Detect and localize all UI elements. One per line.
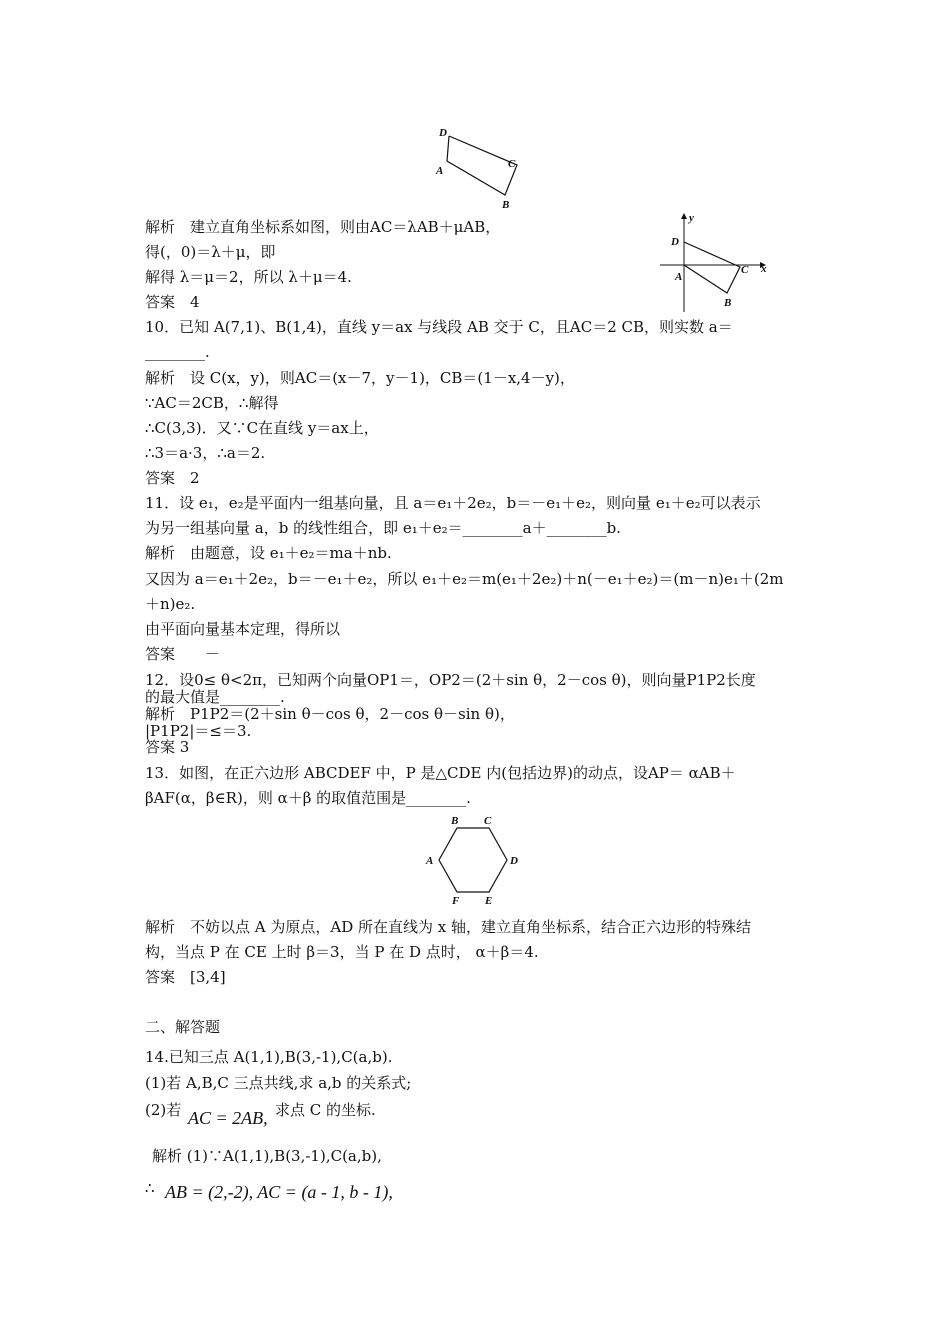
axis-label-y: y: [689, 212, 694, 224]
quadrilateral-figure: [430, 125, 530, 210]
question-12-line2: 的最大值是________.: [145, 688, 285, 706]
hexagon-figure: [420, 812, 530, 907]
solution-14: 解析 (1)∵A(1,1),B(3,-1),C(a,b),: [152, 1147, 382, 1165]
solution-11: 解析 由题意，设 e₁＋e₂＝ma＋nb.: [145, 544, 392, 562]
solution-10-line2: ∵AC＝2CB，∴解得: [145, 394, 279, 412]
solution-10-line3: ∴C(3,3)．又∵C在直线 y＝ax上，: [145, 419, 379, 437]
quad-label-b: B: [502, 199, 510, 210]
coordinate-axes-figure: [655, 210, 780, 315]
quad-label-a: A: [436, 165, 444, 177]
solution-9: 解析 建立直角坐标系如图，则由AC＝λAB＋μAB，: [145, 218, 501, 236]
solution-12: 解析 P1P2＝(2＋sin θ－cos θ，2－cos θ－sin θ)，: [145, 705, 515, 723]
answer-10: 答案 2: [145, 469, 200, 487]
formula-ac-2ab: AC = 2AB,: [188, 1108, 268, 1128]
question-14: 14.已知三点 A(1,1),B(3,-1),C(a,b).: [145, 1048, 393, 1066]
solution-13-line2: 构，当点 P 在 CE 上时 β＝3，当 P 在 D 点时， α＋β＝4.: [145, 943, 539, 961]
question-12: 12．设0≤ θ<2π，已知两个向量OP1＝，OP2＝(2＋sin θ，2－cos θ)，则向量P1P2长度: [145, 671, 756, 689]
solution-10-line4: ∴3＝a·3，∴a＝2.: [145, 444, 266, 462]
answer-12: 答案 3: [145, 738, 190, 756]
solution-12-line2: |P1P2|＝≤＝3.: [145, 722, 252, 740]
question-14-part1: (1)若 A,B,C 三点共线,求 a,b 的关系式;: [145, 1074, 412, 1092]
formula-ab-ac: AB = (2,-2), AC = (a - 1, b - 1),: [165, 1182, 393, 1202]
question-10-blank: ________.: [145, 343, 210, 361]
axes-label-a: A: [675, 271, 683, 283]
quad-label-c: C: [508, 158, 516, 170]
solution-10: 解析 设 C(x，y)，则AC＝(x－7，y－1)，CB＝(1－x,4－y)，: [145, 369, 575, 387]
therefore-symbol: ∴: [145, 1179, 155, 1197]
solution-11-line3: ＋n)e₂.: [145, 595, 196, 613]
question-13-line2: βAF(α，β∈R)，则 α＋β 的取值范围是________.: [145, 789, 471, 807]
answer-9: 答案 4: [145, 293, 200, 311]
question-14-part2-tail: 求点 C 的坐标.: [275, 1101, 376, 1119]
solution-9-line3: 解得 λ＝μ＝2，所以 λ＋μ＝4.: [145, 268, 352, 286]
section-heading: 二、解答题: [145, 1018, 221, 1036]
answer-11: 答案 －: [145, 645, 221, 663]
hex-label-d: D: [510, 855, 518, 867]
solution-11-line4: 由平面向量基本定理，得所以: [145, 620, 341, 638]
hex-label-f: F: [452, 895, 460, 907]
axes-label-d: D: [671, 236, 679, 248]
question-11: 11．设 e₁，e₂是平面内一组基向量，且 a＝e₁＋2e₂，b＝－e₁＋e₂，则向量 e₁＋e₂可以表示: [145, 494, 761, 512]
question-10: 10．已知 A(7,1)、B(1,4)，直线 y＝ax 与线段 AB 交于 C，且AC＝2 CB，则实数 a＝: [145, 318, 733, 336]
question-14-part2: (2)若: [145, 1101, 182, 1119]
solution-11-line2: 又因为 a＝e₁＋2e₂，b＝－e₁＋e₂，所以 e₁＋e₂＝m(e₁＋2e₂)＋n(－e₁＋e₂)＝(m－n)e₁＋(2m: [145, 570, 784, 588]
hex-label-b: B: [451, 815, 459, 827]
axis-label-x: x: [761, 263, 767, 275]
question-13: 13．如图，在正六边形 ABCDEF 中，P 是△CDE 内(包括边界)的动点，设AP＝ αAB＋: [145, 764, 736, 782]
quad-label-d: D: [439, 127, 447, 139]
axes-label-c: C: [741, 264, 749, 276]
solution-9-line2: 得(，0)＝λ＋μ，即: [145, 243, 276, 261]
answer-13: 答案 [3,4]: [145, 968, 226, 986]
hex-label-a: A: [426, 855, 434, 867]
hex-label-e: E: [485, 895, 493, 907]
hex-label-c: C: [484, 815, 492, 827]
solution-13: 解析 不妨以点 A 为原点，AD 所在直线为 x 轴，建立直角坐标系，结合正六边形的特殊结: [145, 918, 751, 936]
question-11-line2: 为另一组基向量 a，b 的线性组合，即 e₁＋e₂＝________a＋________b.: [145, 519, 621, 537]
axes-label-b: B: [724, 297, 732, 309]
